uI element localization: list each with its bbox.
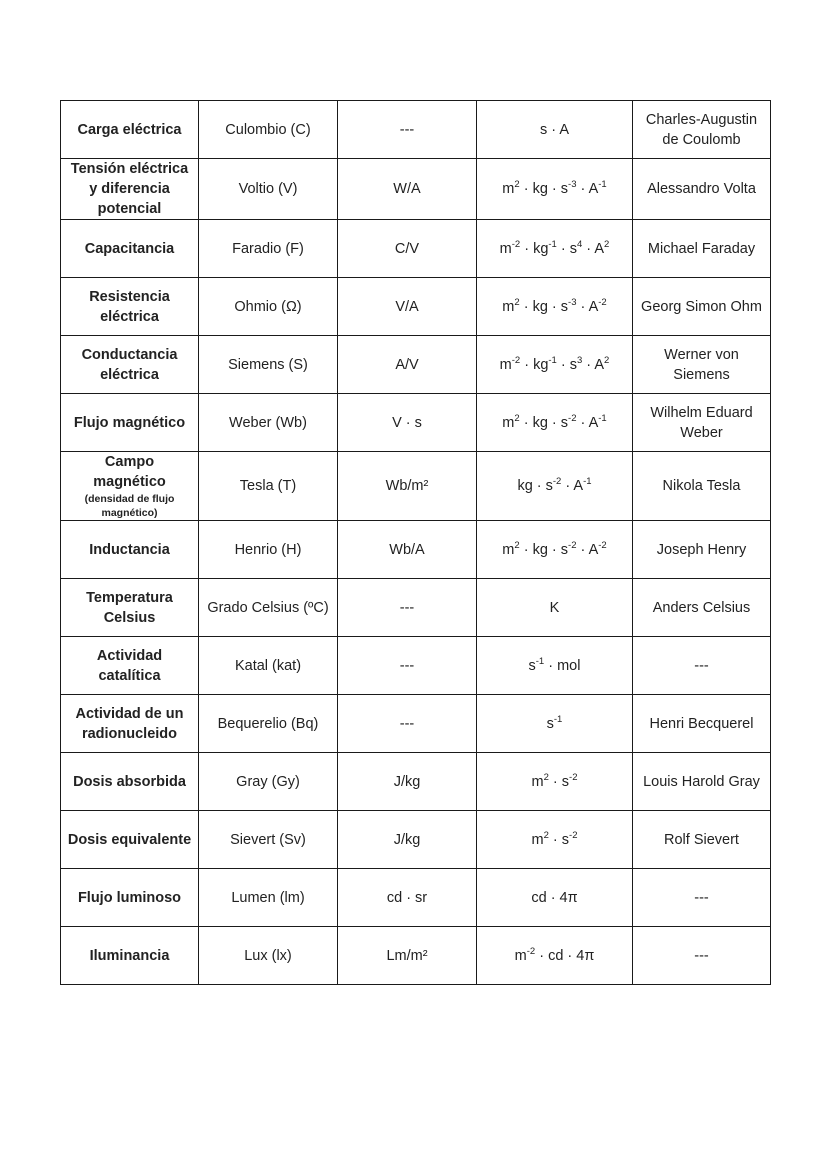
named-after-cell: Michael Faraday [633, 220, 771, 278]
named-after-cell: --- [633, 869, 771, 927]
exponent: -2 [598, 539, 607, 551]
exponent: 4 [576, 238, 583, 250]
other-units-cell: --- [338, 579, 477, 637]
other-units-cell: --- [338, 695, 477, 753]
base-unit-text: · A [576, 414, 599, 431]
base-units-cell [477, 521, 633, 579]
table-row [61, 452, 771, 521]
exponent: 2 [514, 179, 520, 190]
exponent: 2 [514, 296, 520, 308]
base-units-cell [477, 159, 633, 220]
base-unit-text: m [514, 947, 527, 964]
unit-name-cell: Grado Celsius (ºC) [199, 579, 338, 637]
magnitude-name: Temperatura Celsius [86, 589, 173, 626]
magnitude-cell [61, 394, 199, 452]
table-row [61, 637, 771, 695]
magnitude-name: Capacitancia [84, 240, 175, 257]
named-after-cell: Anders Celsius [633, 579, 771, 637]
exponent: -2 [526, 945, 536, 957]
exponent: 3 [576, 354, 583, 366]
exponent: -1 [583, 476, 592, 487]
magnitude-name: Actividad de un radionucleido [75, 705, 184, 742]
table-row [61, 753, 771, 811]
exponent: 2 [604, 354, 610, 366]
named-after-cell: Henri Becquerel [633, 695, 771, 753]
table-row [61, 278, 771, 336]
other-units-cell: cd · sr [338, 869, 477, 927]
base-units-cell [477, 452, 633, 521]
other-units-cell: J/kg [338, 811, 477, 869]
named-after-cell: Charles-Augustin de Coulomb [633, 101, 771, 159]
unit-name-cell: Sievert (Sv) [199, 811, 338, 869]
magnitude-cell [61, 811, 199, 869]
base-unit-text: m [499, 356, 512, 373]
base-units-cell [477, 637, 633, 695]
base-unit-text: · A [561, 478, 584, 494]
base-unit-text: · s [556, 356, 577, 373]
document-page [60, 100, 770, 985]
table-row [61, 695, 771, 753]
table-row [61, 811, 771, 869]
base-units-cell [477, 579, 633, 637]
unit-name-cell: Gray (Gy) [199, 753, 338, 811]
exponent: -1 [535, 655, 545, 667]
base-unit-text: m [502, 298, 515, 315]
exponent: -2 [568, 412, 577, 424]
base-unit-text: · s [548, 831, 570, 848]
magnitude-cell [61, 637, 199, 695]
exponent: 2 [514, 539, 520, 551]
magnitude-name: Conductancia eléctrica [81, 346, 178, 383]
other-units-cell: W/A [338, 159, 477, 220]
named-after-cell: Wilhelm Eduard Weber [633, 394, 771, 452]
named-after-cell: Joseph Henry [633, 521, 771, 579]
base-unit-text: · A [582, 240, 605, 257]
unit-name-cell: Tesla (T) [199, 452, 338, 521]
base-unit-text: m [531, 773, 544, 790]
base-unit-text: kg · s [517, 478, 553, 494]
magnitude-cell [61, 336, 199, 394]
magnitude-name: Inductancia [89, 541, 170, 558]
table-row [61, 579, 771, 637]
table-row [61, 927, 771, 985]
named-after-cell: Werner von Siemens [633, 336, 771, 394]
unit-name-cell: Bequerelio (Bq) [199, 695, 338, 753]
exponent: 2 [604, 238, 610, 250]
base-unit-text: · kg · s [519, 298, 569, 315]
table-row [61, 159, 771, 220]
named-after-cell: Louis Harold Gray [633, 753, 771, 811]
magnitude-cell [61, 927, 199, 985]
base-units-cell [477, 869, 633, 927]
base-units-cell [477, 336, 633, 394]
magnitude-cell [61, 869, 199, 927]
magnitude-cell [61, 220, 199, 278]
base-unit-text: · kg · s [519, 414, 569, 431]
base-units-cell [477, 811, 633, 869]
magnitude-cell [61, 159, 199, 220]
base-unit-text: m [502, 414, 515, 431]
exponent: -2 [552, 476, 562, 487]
base-unit-text: K [549, 599, 560, 616]
unit-name-cell: Lux (lx) [199, 927, 338, 985]
base-unit-text: m [502, 541, 515, 558]
table-body [61, 101, 771, 985]
base-units-cell [477, 753, 633, 811]
magnitude-name: Resistencia eléctrica [89, 288, 170, 325]
exponent: 2 [543, 829, 549, 841]
base-unit-text: cd · 4π [531, 889, 578, 906]
exponent: -1 [598, 179, 607, 190]
base-unit-text: · kg [520, 356, 549, 373]
si-derived-units-table [60, 100, 771, 985]
unit-name-cell: Faradio (F) [199, 220, 338, 278]
other-units-cell: J/kg [338, 753, 477, 811]
base-unit-text: · A [576, 298, 599, 315]
base-units-cell [477, 695, 633, 753]
base-unit-text: · kg · s [519, 181, 569, 197]
exponent: 2 [514, 412, 520, 424]
base-unit-text: s · A [539, 121, 569, 138]
magnitude-cell [61, 579, 199, 637]
other-units-cell: V · s [338, 394, 477, 452]
other-units-cell: Lm/m² [338, 927, 477, 985]
exponent: -3 [568, 179, 577, 190]
magnitude-name: Flujo magnético [73, 414, 186, 431]
base-unit-text: s [546, 715, 554, 732]
magnitude-name: Flujo luminoso [77, 889, 182, 906]
exponent: -2 [598, 296, 607, 308]
magnitude-cell [61, 278, 199, 336]
other-units-cell: Wb/m² [338, 452, 477, 521]
exponent: -2 [569, 771, 578, 783]
base-units-cell [477, 220, 633, 278]
exponent: -1 [548, 354, 557, 366]
unit-name-cell: Ohmio (Ω) [199, 278, 338, 336]
other-units-cell: C/V [338, 220, 477, 278]
exponent: 2 [543, 771, 549, 783]
base-unit-text: · kg · s [519, 541, 569, 558]
unit-name-cell: Voltio (V) [199, 159, 338, 220]
base-units-cell [477, 101, 633, 159]
magnitude-name: Actividad catalítica [96, 647, 163, 684]
magnitude-name: Dosis absorbida [73, 773, 186, 790]
base-unit-text: m [531, 831, 544, 848]
unit-name-cell: Siemens (S) [199, 336, 338, 394]
other-units-cell: Wb/A [338, 521, 477, 579]
exponent: -1 [553, 713, 563, 725]
other-units-cell: V/A [338, 278, 477, 336]
other-units-cell: --- [338, 101, 477, 159]
base-unit-text: · s [548, 773, 570, 790]
base-unit-text: · kg [520, 240, 549, 257]
table-row [61, 101, 771, 159]
table-row [61, 869, 771, 927]
magnitude-name: Tensión eléctrica y diferencia potencial [70, 161, 189, 217]
base-unit-text: · A [576, 181, 599, 197]
magnitude-cell [61, 452, 199, 521]
unit-name-cell: Henrio (H) [199, 521, 338, 579]
named-after-cell: Nikola Tesla [633, 452, 771, 521]
exponent: -1 [598, 412, 607, 424]
other-units-cell: --- [338, 637, 477, 695]
magnitude-cell [61, 101, 199, 159]
table-row [61, 521, 771, 579]
base-unit-text: · s [556, 240, 577, 257]
base-unit-text: s [528, 657, 536, 674]
exponent: -2 [568, 539, 577, 551]
magnitude-note: (densidad de flujo magnético) [84, 493, 175, 519]
exponent: -2 [569, 829, 578, 841]
base-unit-text: · mol [544, 657, 581, 674]
named-after-cell: Alessandro Volta [633, 159, 771, 220]
magnitude-cell [61, 695, 199, 753]
magnitude-name: Campo magnético [93, 454, 166, 490]
base-unit-text: · A [576, 541, 599, 558]
unit-name-cell: Lumen (lm) [199, 869, 338, 927]
magnitude-name: Iluminancia [89, 947, 170, 964]
base-unit-text: · cd · 4π [535, 947, 595, 964]
unit-name-cell: Weber (Wb) [199, 394, 338, 452]
table-row [61, 394, 771, 452]
table-row [61, 336, 771, 394]
base-unit-text: · A [582, 356, 605, 373]
named-after-cell: Rolf Sievert [633, 811, 771, 869]
exponent: -3 [568, 296, 577, 308]
exponent: -2 [511, 238, 521, 250]
base-unit-text: m [499, 240, 512, 257]
exponent: -1 [548, 238, 557, 250]
named-after-cell: --- [633, 927, 771, 985]
magnitude-cell [61, 753, 199, 811]
named-after-cell: Georg Simon Ohm [633, 278, 771, 336]
table-row [61, 220, 771, 278]
base-units-cell [477, 927, 633, 985]
unit-name-cell: Culombio (C) [199, 101, 338, 159]
exponent: -2 [511, 354, 521, 366]
magnitude-cell [61, 521, 199, 579]
unit-name-cell: Katal (kat) [199, 637, 338, 695]
named-after-cell: --- [633, 637, 771, 695]
other-units-cell: A/V [338, 336, 477, 394]
base-unit-text: m [502, 181, 515, 197]
base-units-cell [477, 278, 633, 336]
base-units-cell [477, 394, 633, 452]
magnitude-name: Dosis equivalente [67, 831, 192, 848]
magnitude-name: Carga eléctrica [77, 121, 182, 138]
